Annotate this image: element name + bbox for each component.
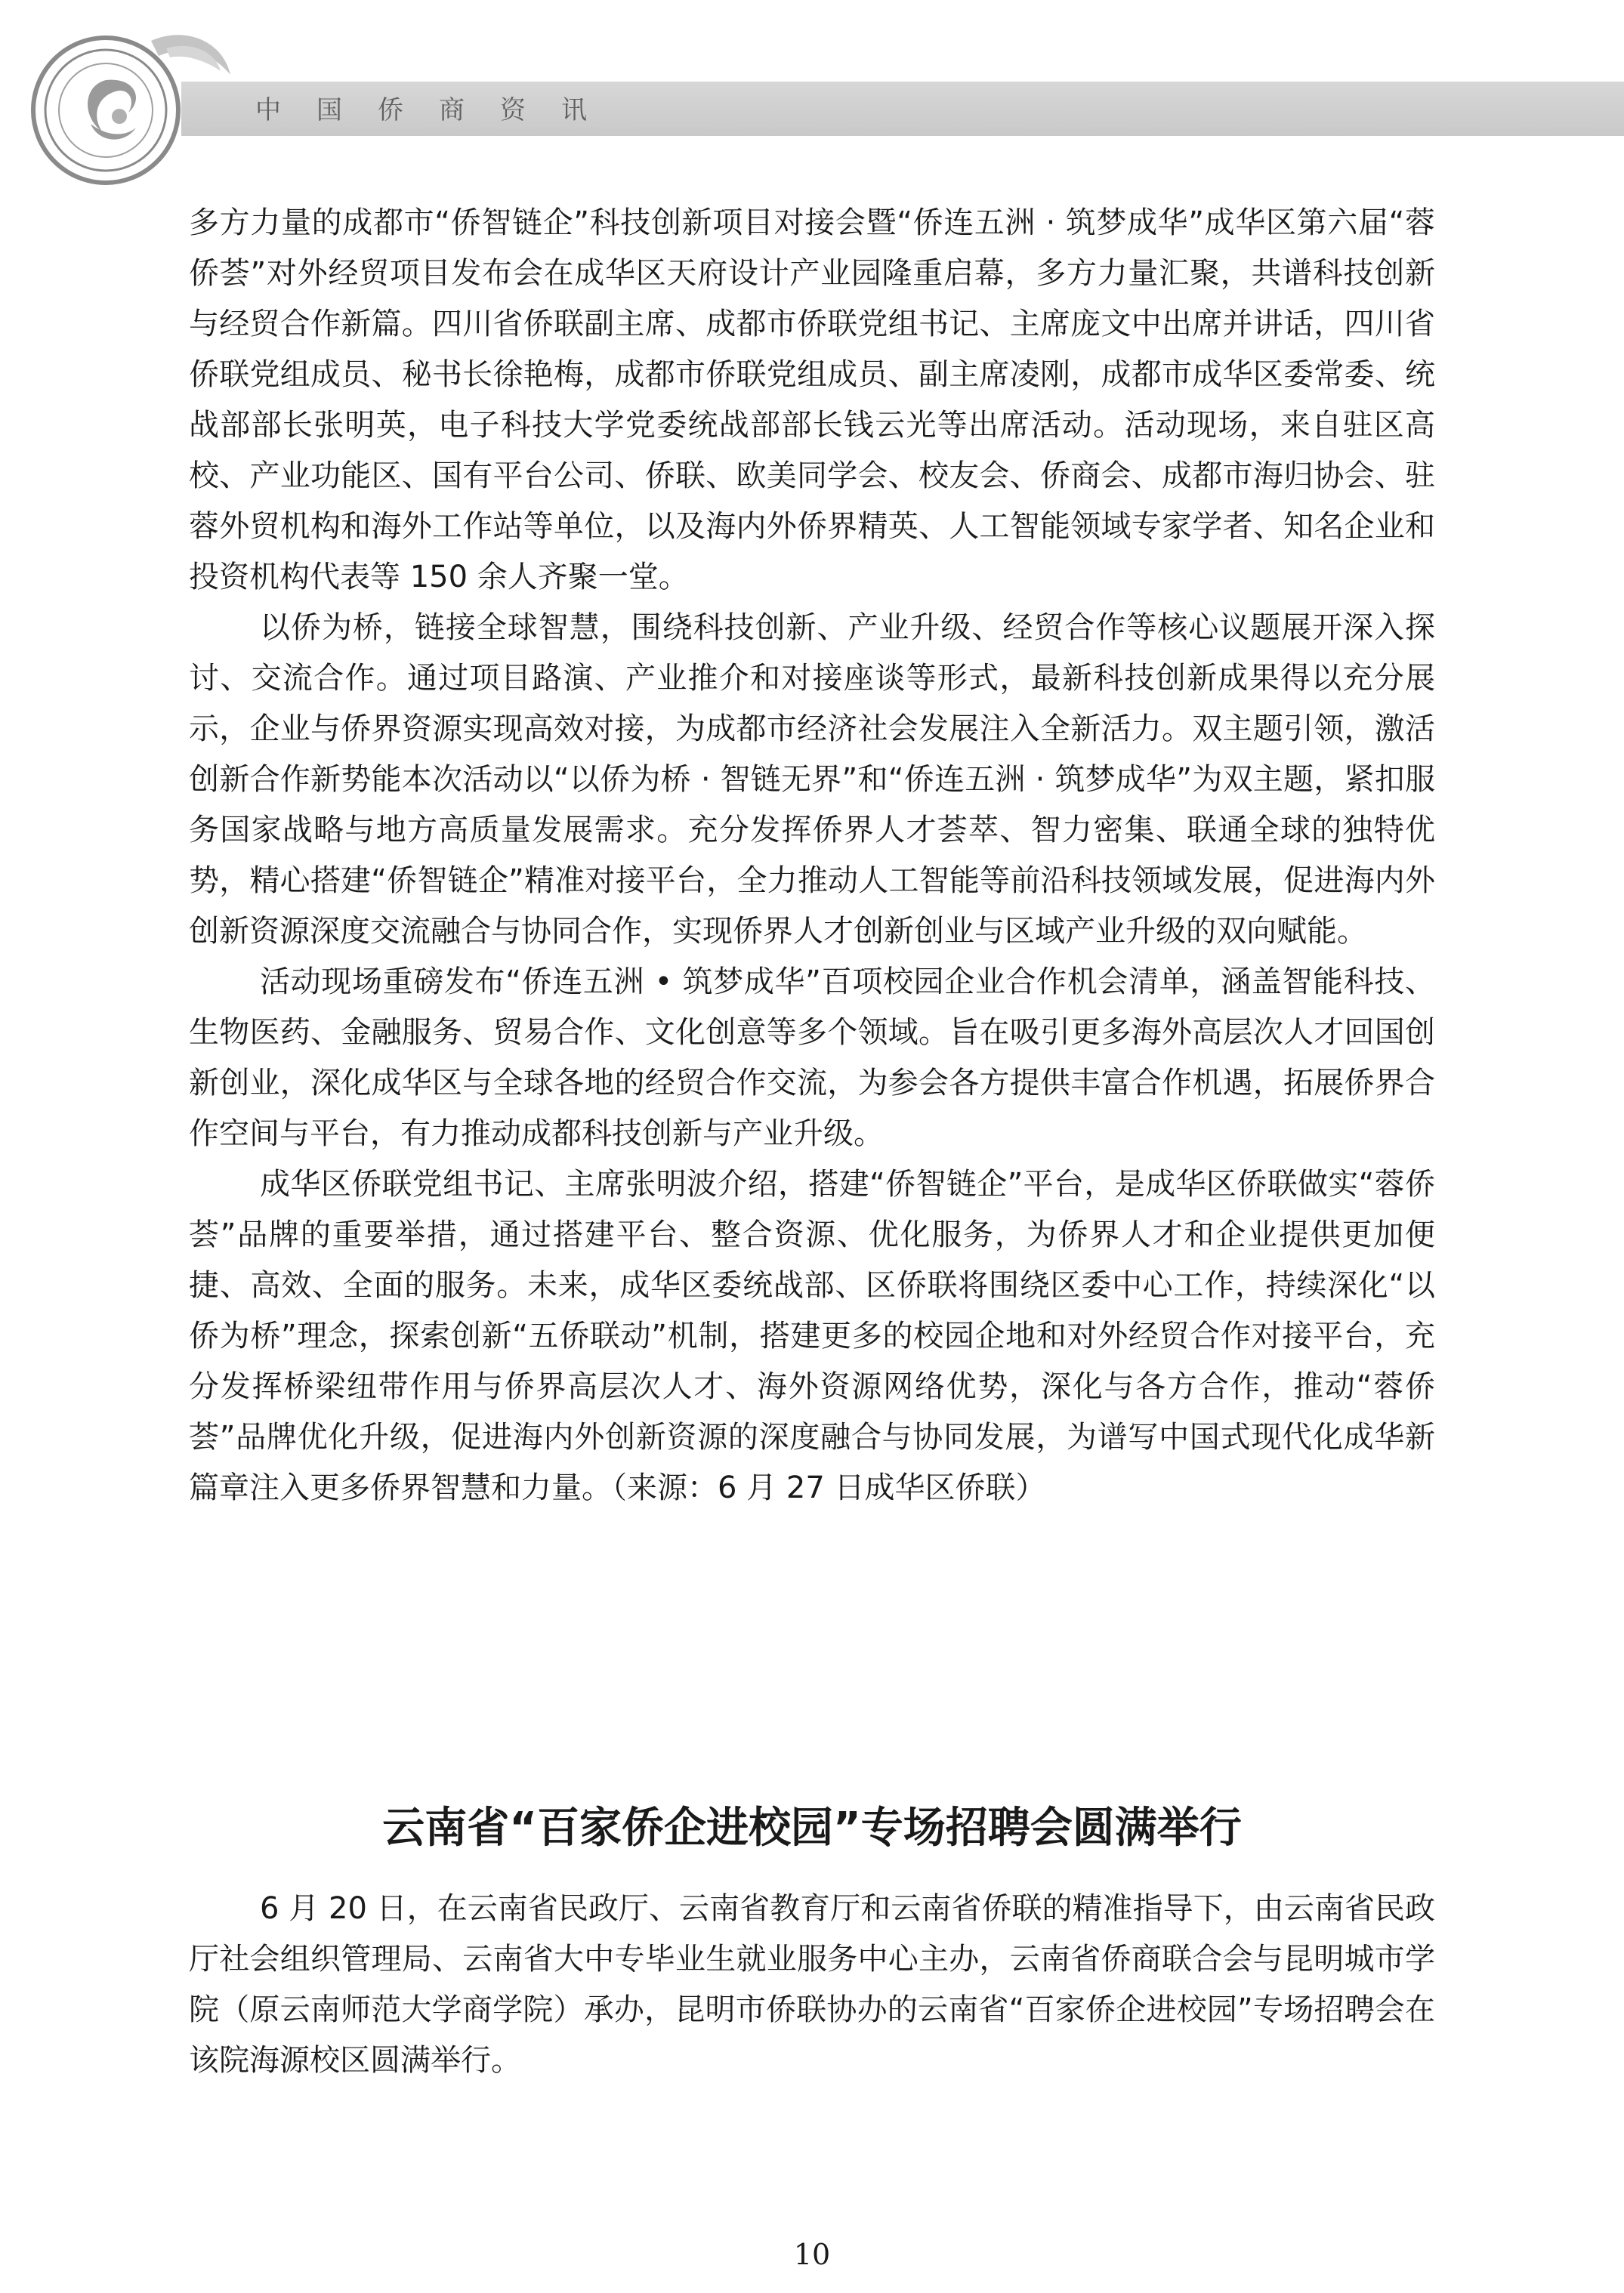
page-number: 10 — [793, 2238, 831, 2271]
article-paragraph: 活动现场重磅发布“侨连五洲 • 筑梦成华”百项校园企业合作机会清单，涵盖智能科技、生物医药、金融服务、贸易合作、文化创意等多个领域。旨在吸引更多海外高层次人才回国创新创业，深化成华区与全球各地的经贸合作交流，为参会各方提供丰富合作机遇，拓展侨界合作空间与平台，有力推动成都科技创新与产业升级。 — [189, 964, 1435, 1151]
organization-logo — [23, 11, 249, 199]
section-title: 云南省“百家侨企进校园”专场招聘会圆满举行 — [382, 1804, 1242, 1853]
article-paragraph — [189, 1159, 1435, 1514]
article-paragraph: 多方力量的成都市“侨智链企”科技创新项目对接会暨“侨连五洲 · 筑梦成华”成华区第六届“蓉侨荟”对外经贸项目发布会在成华区天府设计产业园隆重启幕，多方力量汇聚，共谱科技创新与经贸合作新篇。四川省侨联副主席、成都市侨联党组书记、主席庞文中出席并讲话，四川省侨联党组成员、秘书长徐艳梅，成都市侨联党组成员、副主席凌刚，成都市成华区委常委、统战部部长张明英，电子科技大学党委统战部部长钱云光等出席活动。活动现场，来自驻区高校、产业功能区、国有平台公司、侨联、欧美同学会、校友会、侨商会、成都市海归协会、驻蓉外贸机构和海外工作站等单位，以及海内外侨界精英、人工智能领域专家学者、知名企业和投资机构代表等 150 余人齐聚一堂。 — [189, 205, 1435, 594]
article-body — [189, 198, 1435, 1514]
article-body — [189, 1884, 1435, 2086]
article-paragraph: 以侨为桥，链接全球智慧，围绕科技创新、产业升级、经贸合作等核心议题展开深入探讨、交流合作。通过项目路演、产业推介和对接座谈等形式，最新科技创新成果得以充分展示，企业与侨界资源实现高效对接，为成都市经济社会发展注入全新活力。双主题引领，激活创新合作新势能本次活动以“以侨为桥 · 智链无界”和“侨连五洲 · 筑梦成华”为双主题，紧扣服务国家战略与地方高质量发展需求。充分发挥侨界人才荟萃、智力密集、联通全球的独特优势，精心搭建“侨智链企”精准对接平台，全力推动人工智能等前沿科技领域发展，促进海内外创新资源深度交流融合与协同合作，实现侨界人才创新创业与区域产业升级的双向赋能。 — [189, 610, 1435, 949]
article-paragraph: 6 月 20 日，在云南省民政厅、云南省教育厅和云南省侨联的精准指导下，由云南省民政厅社会组织管理局、云南省大中专毕业生就业服务中心主办，云南省侨商联合会与昆明城市学院（原云南师范大学商学院）承办，昆明市侨联协办的云南省“百家侨企进校园”专场招聘会在该院海源校区圆满举行。 — [189, 1891, 1435, 2078]
source-note: （来源：6 月 27 日成华区侨联） — [612, 1471, 1046, 1505]
header-title: 中国侨商资讯 — [255, 95, 622, 125]
paragraph-text: 成华区侨联党组书记、主席张明波介绍，搭建“侨智链企”平台，是成华区侨联做实“蓉侨荟”品牌的重要举措，通过搭建平台、整合资源、优化服务，为侨界人才和企业提供更加便捷、高效、全面的服务。未来，成华区委统战部、区侨联将围绕区委中心工作，持续深化“以侨为桥”理念，探索创新“五侨联动”机制，搭建更多的校园企地和对外经贸合作对接平台，充分发挥桥梁纽带作用与侨界高层次人才、海外资源网络优势，深化与各方合作，推动“蓉侨荟”品牌优化升级，促进海内外创新资源的深度融合与协同发展，为谱写中国式现代化成华新篇章注入更多侨界智慧和力量。 — [189, 1167, 1435, 1505]
